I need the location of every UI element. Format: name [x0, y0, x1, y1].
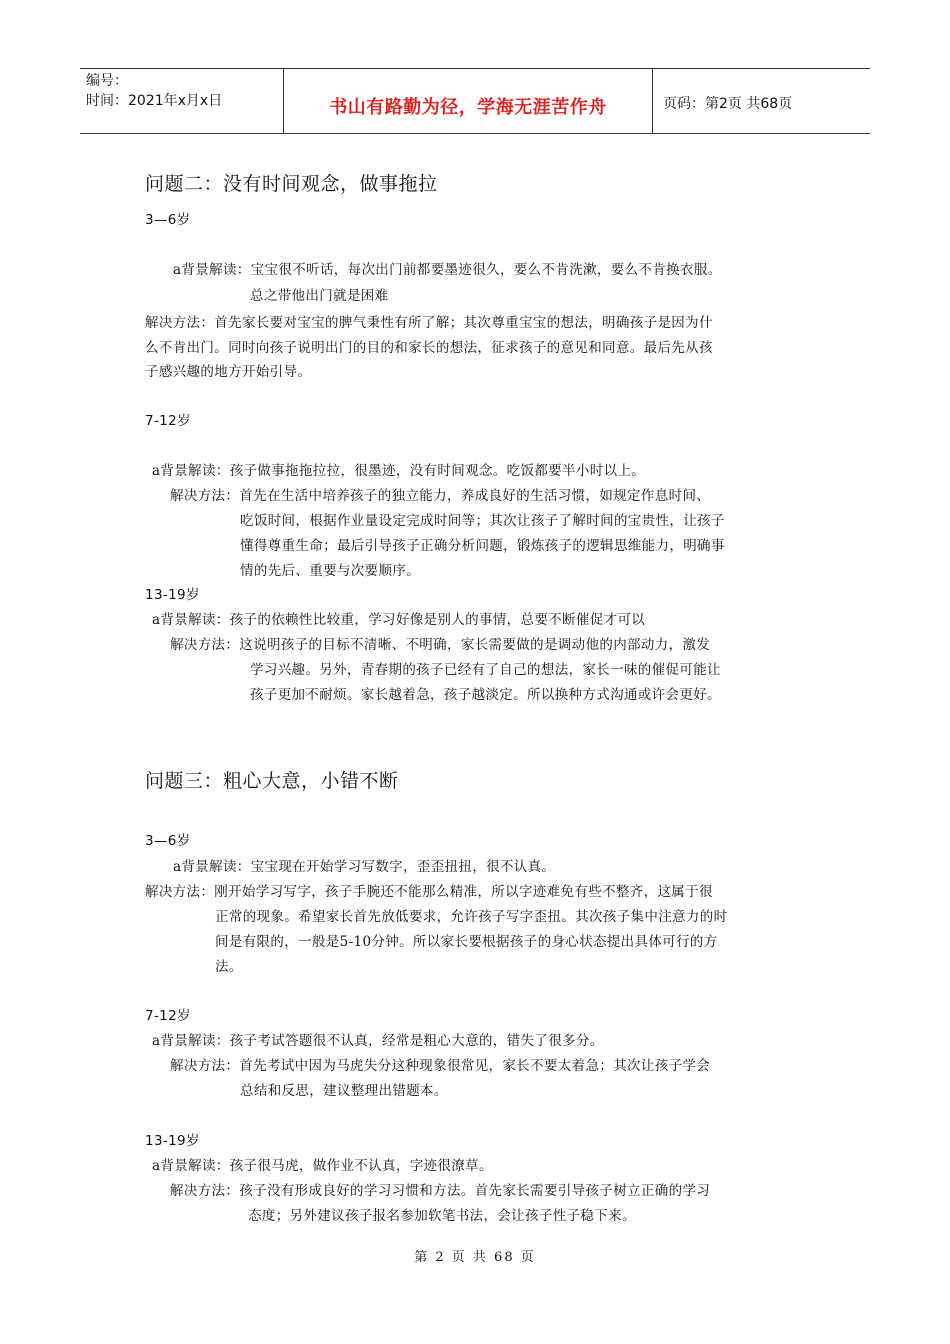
document-number-label: 编号： — [86, 73, 128, 89]
solution-text: 子感兴趣的地方开始引导。 — [145, 364, 312, 380]
solution-text: 么不肯出门。同时向孩子说明出门的目的和家长的想法，征求孩子的意见和同意。最后先从孩 — [145, 340, 713, 356]
solution-text: 态度；另外建议孩子报名参加软笔书法，会让孩子性子稳下来。 — [248, 1208, 636, 1224]
solution-text: 解决方法：首先在生活中培养孩子的独立能力，养成良好的生活习惯，如规定作息时间、 — [170, 488, 711, 504]
background-text: a背景解读：孩子做事拖拖拉拉，很墨迹，没有时间观念。吃饭都要半小时以上。 — [152, 463, 646, 479]
solution-text: 解决方法：这说明孩子的目标不清晰、不明确，家长需要做的是调动他的内部动力，激发 — [170, 637, 711, 653]
solution-text: 情的先后、重要与次要顺序。 — [240, 563, 421, 579]
age-group-13-19: 13-19岁 — [145, 587, 200, 603]
header-left-cell — [80, 69, 283, 133]
background-text: a背景解读：宝宝现在开始学习写数字，歪歪扭扭，很不认真。 — [173, 859, 556, 875]
page-footer: 第 2 页 共 68 页 — [414, 1250, 536, 1265]
age-group-7-12: 7-12岁 — [145, 413, 191, 429]
solution-text: 解决方法：首先家长要对宝宝的脾气秉性有所了解；其次尊重宝宝的想法，明确孩子是因为什 — [145, 315, 713, 331]
solution-text: 懂得尊重生命；最后引导孩子正确分析问题，锻炼孩子的逻辑思维能力，明确事 — [240, 538, 725, 554]
background-text: 总之带他出门就是困难 — [250, 288, 389, 304]
age-group-3-6: 3—6岁 — [145, 212, 191, 228]
solution-text: 解决方法：孩子没有形成良好的学习习惯和方法。首先家长需要引导孩子树立正确的学习 — [170, 1183, 711, 1199]
solution-text: 解决方法：刚开始学习写字，孩子手腕还不能那么精准，所以字迹难免有些不整齐，这属于很 — [145, 884, 713, 900]
section-title-problem-2: 问题二：没有时间观念，做事拖拉 — [145, 173, 438, 195]
solution-text: 学习兴趣。另外，青春期的孩子已经有了自己的想法，家长一味的催促可能让 — [250, 662, 721, 678]
header-page-code: 页码：第2页 共68页 — [663, 96, 793, 112]
age-group-3-6: 3—6岁 — [145, 833, 191, 849]
solution-text: 间是有限的，一般是5-10分钟。所以家长要根据孩子的身心状态提出具体可行的方 — [215, 934, 718, 950]
background-text: a背景解读：孩子的依赖性比较重，学习好像是别人的事情，总要不断催促才可以 — [152, 612, 646, 628]
age-group-7-12: 7-12岁 — [145, 1008, 191, 1024]
page-header — [80, 68, 870, 134]
solution-text: 总结和反思，建议整理出错题本。 — [240, 1083, 448, 1099]
section-title-problem-3: 问题三：粗心大意，小错不断 — [145, 770, 399, 792]
header-motto-cell — [283, 69, 653, 133]
solution-text: 吃饭时间，根据作业量设定完成时间等；其次让孩子了解时间的宝贵性，让孩子 — [240, 513, 725, 529]
background-text: a背景解读：孩子考试答题很不认真，经常是粗心大意的，错失了很多分。 — [152, 1033, 604, 1049]
solution-text: 法。 — [215, 959, 243, 975]
solution-text: 解决方法：首先考试中因为马虎失分这种现象很常见，家长不要太着急；其次让孩子学会 — [170, 1058, 711, 1074]
background-text: a背景解读：宝宝很不听话，每次出门前都要墨迹很久，要么不肯洗漱，要么不肯换衣服。 — [173, 262, 722, 278]
header-motto: 书山有路勤为径，学海无涯苦作舟 — [329, 97, 607, 118]
solution-text: 正常的现象。希望家长首先放低要求，允许孩子写字歪扭。其次孩子集中注意力的时 — [215, 909, 728, 925]
age-group-13-19: 13-19岁 — [145, 1133, 200, 1149]
header-page-cell — [653, 69, 870, 133]
solution-text: 孩子更加不耐烦。家长越着急，孩子越淡定。所以换种方式沟通或许会更好。 — [250, 687, 721, 703]
document-date: 时间：2021年x月x日 — [86, 93, 223, 109]
background-text: a背景解读：孩子很马虎，做作业不认真，字迹很潦草。 — [152, 1158, 493, 1174]
